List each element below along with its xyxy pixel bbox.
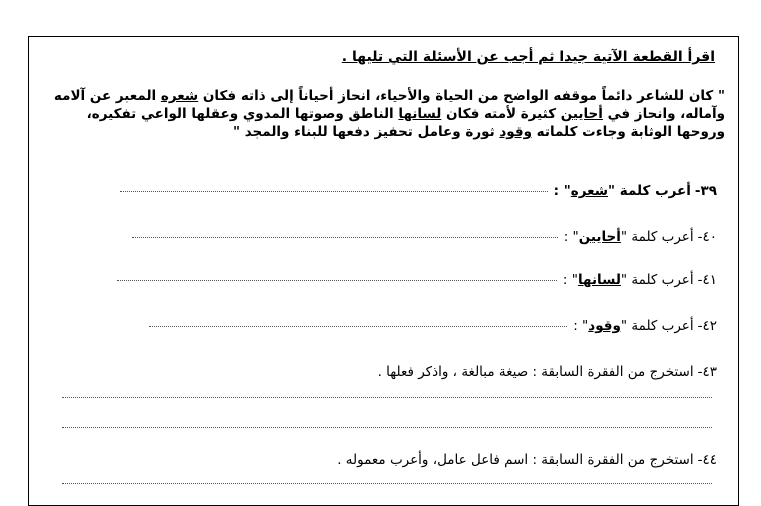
question-suffix: " : bbox=[553, 183, 571, 199]
question-number: ٤٠- bbox=[697, 229, 717, 245]
answer-line[interactable] bbox=[62, 426, 712, 428]
question-prefix: أعرب كلمة " bbox=[620, 272, 694, 288]
question-44 bbox=[337, 452, 717, 468]
answer-line[interactable] bbox=[117, 279, 557, 281]
passage-key-word-2: أحايين bbox=[560, 106, 603, 122]
answer-line[interactable] bbox=[62, 396, 712, 398]
question-suffix: " : bbox=[573, 318, 589, 334]
passage-key-word-4: وقود bbox=[499, 124, 532, 140]
question-key-word: وقود bbox=[588, 318, 621, 334]
passage-part-4: الناطق وصوتها المدوي وعقلها الواعي تفكيره، وروحها الوثابة وجاءت كلماته bbox=[86, 106, 725, 140]
passage-part-2: المعبر عن آلامه وآماله، وانحاز في bbox=[53, 88, 725, 122]
question-prefix: أعرب كلمة " bbox=[620, 318, 694, 334]
question-41 bbox=[117, 272, 717, 288]
question-number: ٤٢- bbox=[697, 318, 717, 334]
question-key-word: شعره bbox=[570, 183, 609, 199]
passage-part-3: كثيرة لأمته فكان bbox=[441, 106, 561, 122]
answer-line[interactable] bbox=[149, 325, 567, 327]
question-suffix: " : bbox=[563, 229, 579, 245]
answer-line[interactable] bbox=[120, 190, 548, 192]
question-key-word: لسانها bbox=[577, 272, 621, 288]
passage-key-word-3: لسانها bbox=[398, 106, 442, 122]
question-42 bbox=[149, 318, 717, 334]
question-40 bbox=[132, 229, 717, 245]
question-number: ٤٣- bbox=[697, 364, 717, 380]
question-39 bbox=[120, 183, 717, 199]
question-key-word: أحايين bbox=[578, 229, 621, 245]
question-number: ٣٩- bbox=[694, 183, 717, 199]
instruction-heading: اقرأ القطعة الآتية جيدا ثم أجب عن الأسئلة التي تليها . bbox=[341, 49, 715, 65]
passage-key-word-1: شعره bbox=[160, 88, 199, 104]
answer-line[interactable] bbox=[132, 236, 558, 238]
reading-passage bbox=[45, 87, 725, 141]
question-text: استخرج من الفقرة السابقة : صيغة مبالغة ، واذكر فعلها . bbox=[377, 364, 694, 380]
question-number: ٤١- bbox=[697, 272, 717, 288]
passage-part-1: " كان للشاعر دائماً موقفه الواضح من الحياة والأحياء، انحاز أحياناً إلى ذاته فكان bbox=[198, 88, 725, 104]
question-prefix: أعرب كلمة " bbox=[620, 229, 694, 245]
question-suffix: " : bbox=[562, 272, 578, 288]
answer-line[interactable] bbox=[62, 482, 712, 484]
question-text: استخرج من الفقرة السابقة : اسم فاعل عامل، وأعرب معموله . bbox=[337, 452, 694, 468]
question-43 bbox=[378, 364, 717, 380]
question-prefix: أعرب كلمة " bbox=[608, 183, 691, 199]
question-number: ٤٤- bbox=[697, 452, 717, 468]
passage-part-5: ثورة وعامل تحفيز دفعها للبناء والمجد " bbox=[233, 124, 500, 140]
